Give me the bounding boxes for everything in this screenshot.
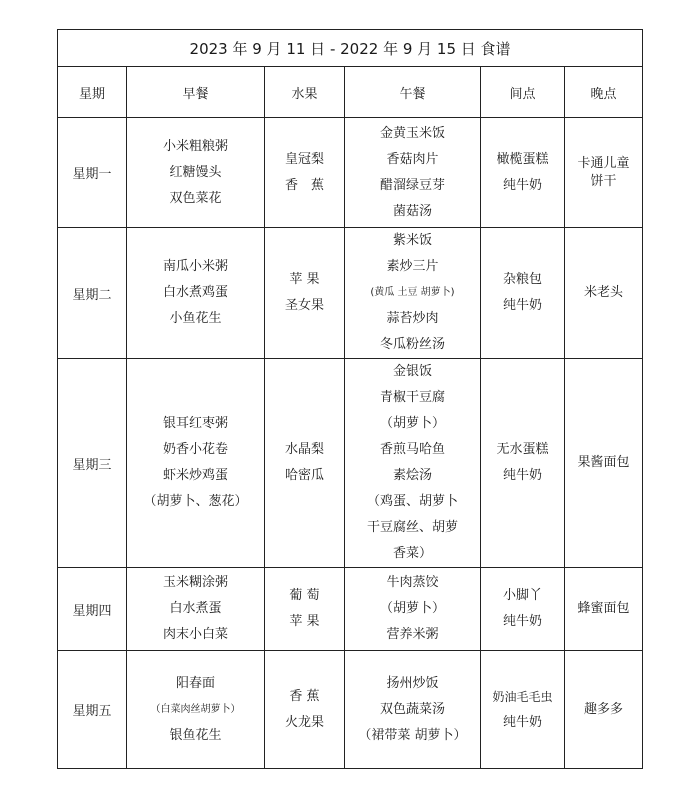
menu-item: 小脚丫 bbox=[502, 588, 542, 603]
fruit-cell bbox=[265, 651, 345, 769]
menu-item: 苹 果 bbox=[289, 272, 320, 287]
menu-item: 橄榄蛋糕 bbox=[496, 151, 549, 167]
header-day: 星期 bbox=[58, 67, 127, 118]
breakfast-cell bbox=[127, 118, 265, 228]
menu-item: 冬瓜粉丝汤 bbox=[379, 337, 445, 352]
menu-item: 香菜） bbox=[392, 546, 432, 561]
menu-item: 火龙果 bbox=[284, 714, 324, 730]
header-breakfast: 早餐 bbox=[127, 67, 265, 118]
menu-item: 营养米粥 bbox=[386, 627, 439, 642]
menu-item: 杂粮包 bbox=[502, 272, 542, 287]
fruit-cell bbox=[265, 568, 345, 651]
menu-item: 青椒干豆腐 bbox=[379, 390, 445, 405]
menu-item: 白水煮蛋 bbox=[169, 601, 222, 616]
menu-item: 奶油毛毛虫 bbox=[492, 689, 553, 704]
menu-item: 纯牛奶 bbox=[502, 468, 542, 483]
menu-item: 蒜苔炒肉 bbox=[386, 311, 439, 326]
day-cell: 星期一 bbox=[58, 118, 127, 228]
menu-item: 皇冠梨 bbox=[284, 151, 324, 167]
menu-item: 纯牛奶 bbox=[502, 177, 542, 193]
menu-item: 金黄玉米饭 bbox=[379, 125, 445, 141]
menu-item: 哈密瓜 bbox=[284, 468, 324, 483]
day-cell: 星期四 bbox=[58, 568, 127, 651]
fruit-cell bbox=[265, 359, 345, 568]
menu-item: 纯牛奶 bbox=[502, 614, 542, 629]
lunch-cell bbox=[345, 118, 481, 228]
menu-item: （裙带菜 胡萝卜） bbox=[358, 727, 467, 743]
menu-item: 醋溜绿豆芽 bbox=[379, 177, 445, 193]
day-cell: 星期三 bbox=[58, 359, 127, 568]
menu-item: 牛肉蒸饺 bbox=[386, 575, 439, 590]
menu-item: 素烩汤 bbox=[392, 468, 432, 483]
menu-item: 香 蕉 bbox=[289, 688, 320, 704]
table-row bbox=[58, 228, 643, 359]
day-cell: 星期五 bbox=[58, 651, 127, 769]
menu-item: 肉末小白菜 bbox=[162, 627, 228, 642]
menu-item: 圣女果 bbox=[284, 298, 324, 313]
menu-item: 奶香小花卷 bbox=[162, 442, 228, 457]
snack-cell bbox=[481, 359, 565, 568]
table-row bbox=[58, 651, 643, 769]
menu-item: 小鱼花生 bbox=[169, 311, 222, 326]
menu-item: 虾米炒鸡蛋 bbox=[162, 468, 228, 483]
menu-item: 南瓜小米粥 bbox=[162, 259, 228, 274]
snack-cell bbox=[481, 228, 565, 359]
menu-item: 白水煮鸡蛋 bbox=[162, 285, 228, 300]
lunch-cell bbox=[345, 359, 481, 568]
snack-cell bbox=[481, 568, 565, 651]
menu-item: 玉米糊涂粥 bbox=[162, 575, 228, 590]
breakfast-cell bbox=[127, 359, 265, 568]
evening-cell bbox=[565, 228, 643, 359]
table-row bbox=[58, 568, 643, 651]
menu-item: 纯牛奶 bbox=[502, 298, 542, 313]
menu-item: 果酱面包 bbox=[577, 455, 630, 470]
lunch-cell bbox=[345, 228, 481, 359]
breakfast-cell bbox=[127, 228, 265, 359]
header-evening: 晚点 bbox=[565, 67, 643, 118]
evening-cell bbox=[565, 118, 643, 228]
fruit-cell bbox=[265, 118, 345, 228]
menu-item: 金银饭 bbox=[392, 364, 432, 379]
header-lunch: 午餐 bbox=[345, 67, 481, 118]
table-row bbox=[58, 118, 643, 228]
menu-item: 阳春面 bbox=[175, 675, 215, 691]
menu-item: 扬州炒饭 bbox=[386, 675, 439, 691]
snack-cell bbox=[481, 118, 565, 228]
menu-item: 米老头 bbox=[584, 285, 624, 300]
day-cell: 星期二 bbox=[58, 228, 127, 359]
menu-item: 双色菜花 bbox=[169, 190, 222, 206]
menu-item: 趣多多 bbox=[584, 701, 624, 717]
fruit-cell bbox=[265, 228, 345, 359]
table-row bbox=[58, 359, 643, 568]
menu-item: 干豆腐丝、胡萝 bbox=[366, 520, 458, 535]
menu-item: 纯牛奶 bbox=[502, 714, 542, 730]
lunch-cell bbox=[345, 568, 481, 651]
evening-cell bbox=[565, 651, 643, 769]
title-row bbox=[58, 30, 643, 67]
menu-item: （胡萝卜、葱花） bbox=[143, 494, 248, 509]
menu-item: （白菜肉丝胡萝卜） bbox=[150, 703, 241, 715]
menu-item: 香菇肉片 bbox=[386, 151, 439, 167]
menu-item: 水晶梨 bbox=[284, 442, 324, 457]
menu-item: (黄瓜 土豆 胡萝卜) bbox=[370, 287, 455, 298]
header-row bbox=[58, 67, 643, 118]
menu-item: 银耳红枣粥 bbox=[162, 416, 228, 431]
menu-item: 苹 果 bbox=[289, 614, 320, 629]
evening-cell bbox=[565, 568, 643, 651]
menu-item: 素炒三片 bbox=[386, 259, 439, 274]
menu-item: 卡通儿童 bbox=[577, 155, 630, 171]
menu-item: 红糖馒头 bbox=[169, 164, 222, 180]
menu-item: 饼干 bbox=[590, 173, 617, 189]
menu-item: 小米粗粮粥 bbox=[162, 138, 228, 154]
header-snack: 间点 bbox=[481, 67, 565, 118]
breakfast-cell bbox=[127, 651, 265, 769]
menu-item: （鸡蛋、胡萝卜 bbox=[366, 494, 458, 509]
menu-title: 2023 年 9 月 11 日 - 2022 年 9 月 15 日 食谱 bbox=[58, 30, 643, 67]
evening-cell bbox=[565, 359, 643, 568]
menu-item: 葡 萄 bbox=[289, 588, 320, 603]
breakfast-cell bbox=[127, 568, 265, 651]
snack-cell bbox=[481, 651, 565, 769]
lunch-cell bbox=[345, 651, 481, 769]
menu-item: （胡萝卜） bbox=[379, 601, 445, 616]
menu-item: （胡萝卜） bbox=[379, 416, 445, 431]
weekly-menu-table bbox=[57, 29, 643, 769]
menu-item: 香 蕉 bbox=[284, 177, 324, 193]
menu-item: 双色蔬菜汤 bbox=[379, 701, 445, 717]
menu-item: 香煎马哈鱼 bbox=[379, 442, 445, 457]
menu-item: 紫米饭 bbox=[392, 233, 432, 248]
menu-item: 无水蛋糕 bbox=[496, 442, 549, 457]
menu-item: 银鱼花生 bbox=[169, 727, 222, 743]
menu-item: 菌菇汤 bbox=[392, 203, 432, 219]
menu-item: 蜂蜜面包 bbox=[577, 601, 630, 616]
header-fruit: 水果 bbox=[265, 67, 345, 118]
